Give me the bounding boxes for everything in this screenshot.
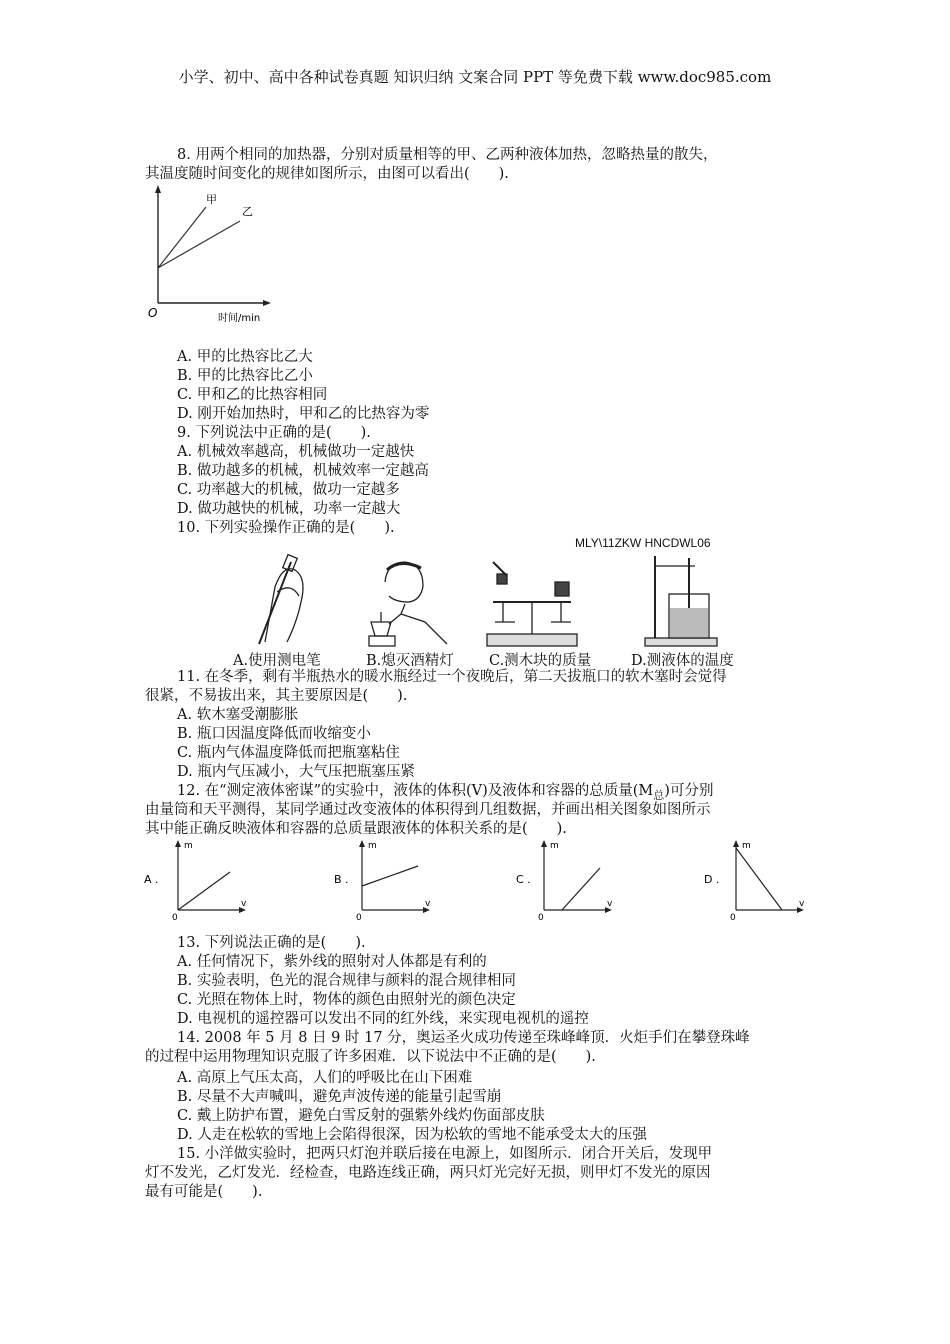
q12-graph-a — [140, 838, 255, 923]
q9-option-a: A. 机械效率越高，机械做功一定越快 — [177, 444, 415, 460]
graph-c-y-arrow — [541, 840, 547, 847]
graph-a-origin: 0 — [172, 913, 178, 923]
q12-stem-subscript: 总 — [653, 788, 665, 802]
q8-option-c: C. 甲和乙的比热容相同 — [177, 387, 328, 403]
graph-d-letter: D . — [704, 873, 720, 886]
q15-stem-line1: 15. 小洋做实验时，把两只灯泡并联后接在电源上，如图所示．闭合开关后，发现甲 — [177, 1146, 713, 1162]
thermometer-illustration — [645, 556, 717, 646]
label-jia: 甲 — [206, 193, 217, 206]
q14-option-c: C. 戴上防护布置，避免白雪反射的强紫外线灼伤面部皮肤 — [177, 1108, 545, 1124]
x-axis-arrow — [263, 300, 271, 306]
graph-d-y-arrow — [733, 840, 739, 847]
q8-option-a: A. 甲的比热容比乙大 — [177, 349, 313, 365]
q14-stem-line1: 14. 2008 年 5 月 8 日 9 时 17 分，奥运圣火成功传递至珠峰峰顶．火炬手们在攀登珠峰 — [177, 1030, 750, 1046]
test-pen-illustration — [259, 555, 303, 644]
graph-d-m-label: m — [742, 841, 751, 851]
line-jia — [158, 207, 206, 268]
q10-caption-a: A.使用测电笔 — [233, 653, 321, 669]
q11-option-d: D. 瓶内气压减小，大气压把瓶塞压紧 — [177, 764, 415, 780]
q14-option-a: A. 高原上气压太高，人们的呼吸比在山下困难 — [177, 1070, 473, 1086]
q15-stem-line2: 灯不发光，乙灯发光．经检查，电路连线正确，两只灯光完好无损，则甲灯不发光的原因 — [145, 1165, 711, 1181]
q10-caption-d: D.测液体的温度 — [631, 653, 734, 669]
q10-stem: 10. 下列实验操作正确的是( ). — [177, 520, 395, 536]
q15-stem-line3: 最有可能是( ). — [145, 1184, 263, 1200]
x-axis-label: 时间/min — [218, 313, 261, 324]
graph-b-v-label: v — [425, 899, 431, 909]
q13-stem: 13. 下列说法正确的是( ). — [177, 935, 366, 951]
q9-option-b: B. 做功越多的机械，机械效率一定越高 — [177, 463, 429, 479]
q14-option-d: D. 人走在松软的雪地上会陷得很深，因为松软的雪地不能承受太大的压强 — [177, 1127, 647, 1143]
q8-stem-line2: 其温度随时间变化的规律如图所示，由图可以看出( ). — [145, 166, 509, 182]
graph-c-origin: 0 — [538, 913, 544, 923]
graph-a-letter: A . — [144, 873, 159, 886]
q8-option-d: D. 刚开始加热时，甲和乙的比热容为零 — [177, 406, 430, 422]
q12-graph-c — [512, 838, 627, 923]
q11-option-a: A. 软木塞受潮膨胀 — [177, 707, 299, 723]
graph-a-y-arrow — [175, 840, 181, 847]
graph-a-line — [178, 872, 230, 910]
q9-stem: 9. 下列说法中正确的是( ). — [177, 425, 371, 441]
graph-d-origin: 0 — [730, 913, 736, 923]
q12-stem-line2: 由量筒和天平测得，某同学通过改变液体的体积得到几组数据，并画出相关图象如图所示 — [145, 802, 711, 818]
q13-option-a: A. 任何情况下，紫外线的照射对人体都是有利的 — [177, 954, 487, 970]
label-yi: 乙 — [242, 205, 253, 218]
graph-d-v-label: v — [799, 899, 805, 909]
q8-temperature-graph — [140, 185, 280, 325]
q10-experiment-illustrations — [225, 552, 745, 652]
q13-option-c: C. 光照在物体上时，物体的颜色由照射光的颜色决定 — [177, 992, 516, 1008]
q8-stem-line1: 8. 用两个相同的加热器，分别对质量相等的甲、乙两种液体加热，忽略热量的散失， — [177, 147, 718, 163]
page-header: 小学、初中、高中各种试卷真题 知识归纳 文案合同 PPT 等免费下载 www.doc985.com — [178, 68, 772, 86]
q8-option-b: B. 甲的比热容比乙小 — [177, 368, 313, 384]
graph-b-origin: 0 — [356, 913, 362, 923]
graph-c-v-label: v — [607, 899, 613, 909]
q13-option-b: B. 实验表明，色光的混合规律与颜料的混合规律相同 — [177, 973, 516, 989]
q14-stem-line2: 的过程中运用物理知识克服了许多困难．以下说法中不正确的是( ). — [145, 1049, 596, 1065]
q9-option-c: C. 功率越大的机械，做功一定越多 — [177, 482, 400, 498]
alcohol-lamp-illustration — [369, 562, 447, 646]
q12-graph-b — [330, 838, 445, 923]
q11-option-b: B. 瓶口因温度降低而收缩变小 — [177, 726, 371, 742]
q11-stem-line1: 11. 在冬季，剩有半瓶热水的暖水瓶经过一个夜晚后，第二天拔瓶口的软木塞时会觉得 — [177, 669, 727, 685]
q14-option-b: B. 尽量不大声喊叫，避免声波传递的能量引起雪崩 — [177, 1089, 502, 1105]
graph-c-letter: C . — [516, 873, 531, 886]
q12-stem-line1-text: 12. 在“测定液体密谋”的实验中，液体的体积(V)及液体和容器的总质量(M — [177, 783, 654, 799]
q10-caption-b: B.熄灭酒精灯 — [366, 653, 454, 669]
graph-b-m-label: m — [368, 841, 377, 851]
q10-caption-c: C.测木块的质量 — [489, 653, 592, 669]
q12-stem-line3: 其中能正确反映液体和容器的总质量跟液体的体积关系的是( ). — [145, 821, 567, 837]
graph-b-letter: B . — [334, 873, 349, 886]
graph-a-v-label: v — [241, 899, 247, 909]
graph-a-m-label: m — [184, 841, 193, 851]
q11-stem-line2: 很紧，不易拔出来，其主要原因是( ). — [145, 688, 408, 704]
q9-option-d: D. 做功越快的机械，功率一定越大 — [177, 501, 401, 517]
graph-b-y-arrow — [359, 840, 365, 847]
q12-graph-d — [700, 838, 815, 923]
graph-c-line — [562, 868, 600, 910]
graph-d-line — [736, 848, 782, 910]
q12-stem-line1-tail: )可分别 — [664, 783, 714, 799]
balance-illustration — [487, 562, 577, 646]
q11-option-c: C. 瓶内气体温度降低而把瓶塞粘住 — [177, 745, 400, 761]
y-axis-arrow — [155, 185, 161, 193]
line-yi — [158, 221, 240, 268]
graph-b-line — [362, 866, 418, 886]
q10-image-code: MLY\11ZKW HNCDWL06 — [575, 536, 711, 550]
origin-label: O — [148, 306, 158, 320]
q13-option-d: D. 电视机的遥控器可以发出不同的红外线，来实现电视机的遥控 — [177, 1011, 589, 1027]
graph-c-m-label: m — [550, 841, 559, 851]
